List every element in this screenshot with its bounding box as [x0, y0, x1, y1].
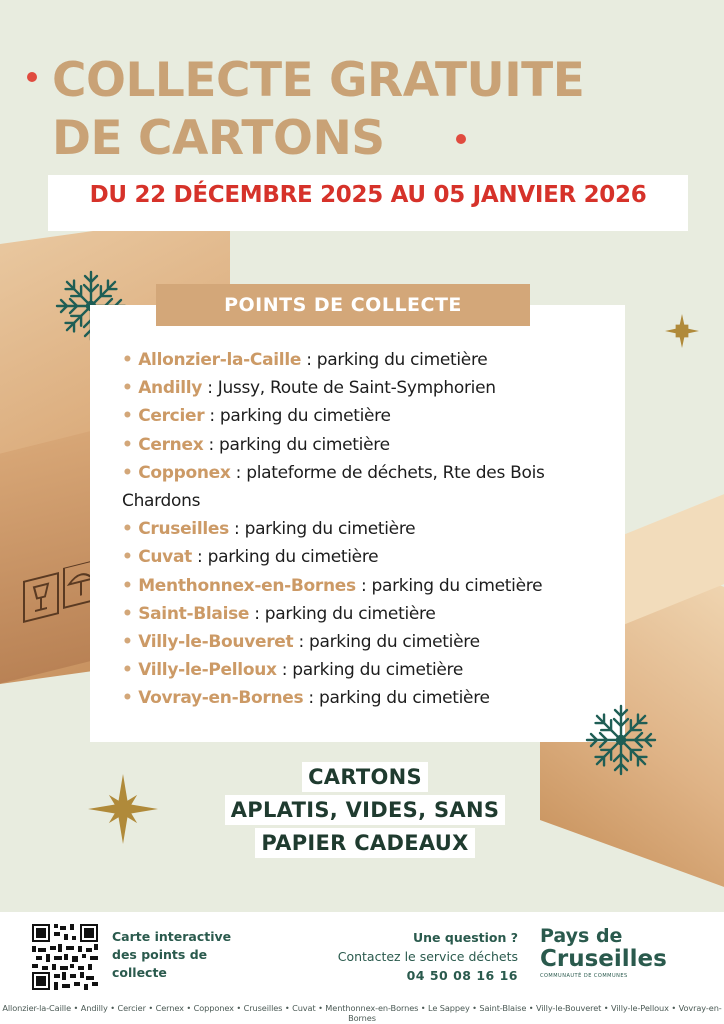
collection-points-header: POINTS DE COLLECTE — [156, 284, 530, 326]
town-name: Allonzier-la-Caille — [138, 350, 302, 370]
town-name: Andilly — [138, 378, 203, 399]
instruction-line-1: CARTONS — [302, 762, 428, 792]
town-name: Menthonnex-en-Bornes — [138, 575, 356, 596]
list-item: • Vovray-en-Bornes : parking du cimetière — [122, 688, 490, 709]
question-title: Une question ? — [413, 930, 518, 945]
phone-number[interactable]: 04 50 08 16 16 — [406, 968, 518, 983]
town-place: : plateforme de déchets, Rte des Bois Chardons — [122, 462, 545, 512]
map-text-line-1: Carte interactive — [112, 929, 232, 944]
instruction-line-3: PAPIER CADEAUX — [255, 828, 474, 858]
qr-code[interactable] — [32, 924, 98, 990]
town-place: : parking du cimetière — [191, 547, 379, 568]
town-place: : parking du cimetière — [276, 660, 464, 681]
town-name: Vovray-en-Bornes — [138, 688, 304, 709]
town-name: Cernex — [138, 434, 204, 455]
town-place: : parking du cimetière — [228, 519, 416, 540]
star-icon — [86, 772, 160, 846]
town-place: : parking du cimetière — [249, 603, 436, 624]
town-name: Saint-Blaise — [138, 603, 250, 624]
logo-line-1: Pays de — [540, 925, 623, 947]
town-place: : parking du cimetière — [293, 632, 480, 653]
list-item: • Villy-le-Pelloux : parking du cimetière — [122, 660, 464, 681]
pays-de-cruseilles-logo — [540, 926, 690, 980]
red-dot-left — [27, 72, 37, 82]
list-item: • Villy-le-Bouveret : parking du cimetière — [122, 632, 480, 653]
snowflake-icon — [583, 702, 659, 778]
date-range: DU 22 DÉCEMBRE 2025 AU 05 JANVIER 2026 — [89, 182, 647, 208]
town-name: Villy-le-Pelloux — [138, 660, 277, 681]
logo-line-3: COMMUNAUTÉ DE COMMUNES — [540, 973, 628, 979]
town-name: Copponex — [138, 462, 231, 483]
red-dot-right — [456, 134, 466, 144]
list-item: • Copponex : plateforme de déchets, Rte des Bois Chardons — [122, 462, 545, 512]
list-item: • Cercier : parking du cimetière — [122, 406, 391, 427]
instruction-line-2: APLATIS, VIDES, SANS — [225, 795, 506, 825]
town-name: Cruseilles — [138, 519, 229, 540]
map-text-line-2: des points de — [112, 947, 208, 962]
star-icon — [664, 313, 700, 349]
town-place: : Jussy, Route de Saint-Symphorien — [202, 378, 496, 399]
town-place: : parking du cimetière — [204, 406, 391, 427]
map-text-line-3: collecte — [112, 965, 167, 980]
town-place: : parking du cimetière — [355, 575, 543, 596]
town-name: Cuvat — [138, 547, 192, 568]
page-title — [52, 52, 692, 168]
list-item: • Cernex : parking du cimetière — [122, 434, 390, 455]
list-item: • Menthonnex-en-Bornes : parking du cimetière — [122, 575, 543, 596]
logo-line-2: Cruseilles — [540, 946, 667, 972]
interactive-map-link[interactable] — [112, 928, 252, 982]
title-line-2: DE CARTONS — [52, 111, 385, 166]
cartons-instructions — [200, 762, 530, 861]
title-line-1: COLLECTE GRATUITE — [52, 53, 585, 108]
list-item: • Allonzier-la-Caille : parking du cimetière — [122, 350, 488, 370]
town-name: Cercier — [138, 406, 205, 427]
town-place: : parking du cimetière — [203, 434, 390, 455]
collection-points-list — [122, 346, 602, 713]
communes-list: Allonzier-la-Caille • Andilly • Cercier • Cernex • Copponex • Cruseilles • Cuvat • Menthonnex-en-Bornes • Le Sappey • Saint-Blaise • Villy-le-Bouveret • Villy-le-Pelloux • Vovray-en-Bornes — [2, 1003, 722, 1023]
town-place: : parking du cimetière — [303, 688, 490, 709]
town-name: Villy-le-Bouveret — [138, 632, 294, 653]
list-item: • Cruseilles : parking du cimetière — [122, 519, 416, 540]
contact-block — [300, 928, 518, 985]
town-place: : parking du cimetière — [301, 350, 488, 370]
list-item: • Andilly : Jussy, Route de Saint-Symphorien — [122, 378, 496, 399]
list-item: • Saint-Blaise : parking du cimetière — [122, 603, 436, 624]
question-text: Contactez le service déchets — [337, 949, 518, 964]
list-item: • Cuvat : parking du cimetière — [122, 547, 379, 568]
